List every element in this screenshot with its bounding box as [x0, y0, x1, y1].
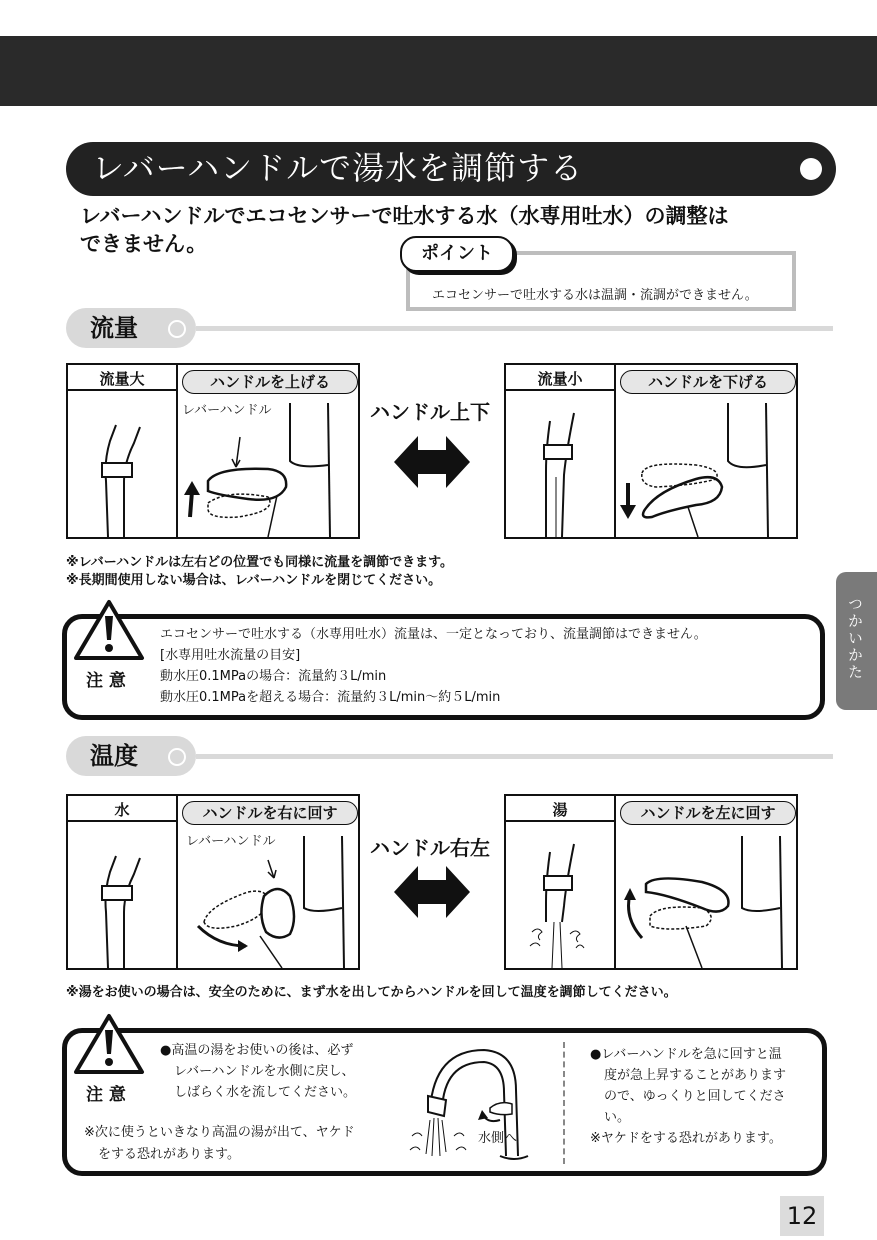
intro-line-1: レバーハンドルでエコセンサーで吐水する水（水専用吐水）の調整は — [80, 204, 729, 228]
flow-note-1: ※レバーハンドルは左右どの位置でも同様に流量を調節できます。 — [66, 555, 454, 570]
illus-label-cold-side: 水側へ — [478, 1131, 518, 1146]
caution1-line-4: 動水圧0.1MPaを超える場合：流量約３L/min〜約５L/min — [160, 690, 501, 705]
warning-triangle-icon — [72, 1012, 146, 1076]
top-banner — [0, 36, 877, 106]
panel-head-cold: 水 — [114, 801, 130, 819]
action-raise-handle: ハンドルを上げる — [182, 370, 358, 394]
caution2-left-line-3: しばらく水を流してください。 — [174, 1085, 357, 1100]
page-number: 12 — [780, 1196, 824, 1236]
flow-small-panel — [504, 363, 798, 539]
callout-lever-handle: レバーハンドル — [182, 403, 272, 418]
section-rule — [196, 326, 833, 331]
temp-note: ※湯をお使いの場合は、安全のために、まず水を出してからハンドルを回して温度を調節してください。 — [66, 985, 677, 1000]
intro-line-2: できません。 — [80, 232, 208, 256]
page-title: レバーハンドルで湯水を調節する — [92, 149, 584, 187]
section-label-flow: 流量 — [90, 314, 138, 342]
title-dot-icon — [800, 158, 822, 180]
warning-triangle-icon — [72, 598, 146, 662]
section-label-temp: 温度 — [90, 742, 138, 770]
faucet-lower-illustration — [506, 391, 796, 537]
action-turn-left: ハンドルを左に回す — [620, 801, 796, 825]
faucet-raise-illustration — [68, 391, 358, 537]
section-dot-icon — [168, 748, 186, 766]
double-arrow-icon — [394, 866, 470, 918]
caution-label-1: 注 意 — [86, 671, 126, 691]
action-turn-right: ハンドルを右に回す — [182, 801, 358, 825]
caution1-line-3: 動水圧0.1MPaの場合：流量約３L/min — [160, 669, 387, 684]
action-lower-handle: ハンドルを下げる — [620, 370, 796, 394]
panel-head-flow-large: 流量大 — [99, 370, 145, 388]
flow-notes — [66, 554, 453, 590]
caution2-left-line-2: レバーハンドルを水側に戻し、 — [174, 1064, 355, 1079]
caution-text-1 — [160, 624, 707, 708]
flow-large-panel — [66, 363, 360, 539]
caution2-right-sub: ※ヤケドをする恐れがあります。 — [590, 1131, 782, 1146]
point-label: ポイント — [400, 236, 514, 272]
caution2-sub-line-2: をする恐れがあります。 — [98, 1147, 240, 1162]
panel-head-flow-small: 流量小 — [537, 370, 583, 388]
caution2-sub-line-1: ※次に使うといきなり高温の湯が出て、ヤケド — [84, 1125, 355, 1140]
point-text: エコセンサーで吐水する水は温調・流調ができません。 — [432, 288, 758, 303]
caution2-left-line-1: ●高温の湯をお使いの後は、必ず — [160, 1043, 354, 1058]
caution2-right-line-4: い。 — [604, 1110, 631, 1125]
section-dot-icon — [168, 320, 186, 338]
section-rule — [196, 754, 833, 759]
panel-head-hot: 湯 — [552, 801, 568, 819]
faucet-left-illustration — [506, 822, 796, 968]
faucet-right-illustration — [68, 822, 358, 968]
temp-middle-label: ハンドル右左 — [370, 836, 490, 860]
temp-hot-panel — [504, 794, 798, 970]
caution2-left-text — [160, 1040, 356, 1103]
temp-cold-panel — [66, 794, 360, 970]
side-tab-label: つかいかた — [846, 596, 864, 681]
divider — [563, 1042, 565, 1164]
double-arrow-icon — [394, 436, 470, 488]
callout-lever-handle-2: レバーハンドル — [186, 834, 276, 849]
caution1-line-2: [水専用吐水流量の目安] — [160, 648, 301, 663]
caution2-right-text — [590, 1044, 786, 1149]
caution2-right-line-2: 度が急上昇することがあります — [604, 1068, 787, 1083]
flow-note-2: ※長期間使用しない場合は、レバーハンドルを閉じてください。 — [66, 573, 442, 588]
caution2-right-line-1: ●レバーハンドルを急に回すと温 — [590, 1047, 782, 1062]
caution2-left-subnote — [84, 1122, 355, 1166]
caution1-line-1: エコセンサーで吐水する（水専用吐水）流量は、一定となっており、流量調節はできません。 — [160, 627, 707, 642]
caution2-right-line-3: ので、ゆっくりと回してくださ — [604, 1089, 786, 1104]
caution-label-2: 注 意 — [86, 1085, 126, 1105]
flow-middle-label: ハンドル上下 — [370, 400, 490, 424]
